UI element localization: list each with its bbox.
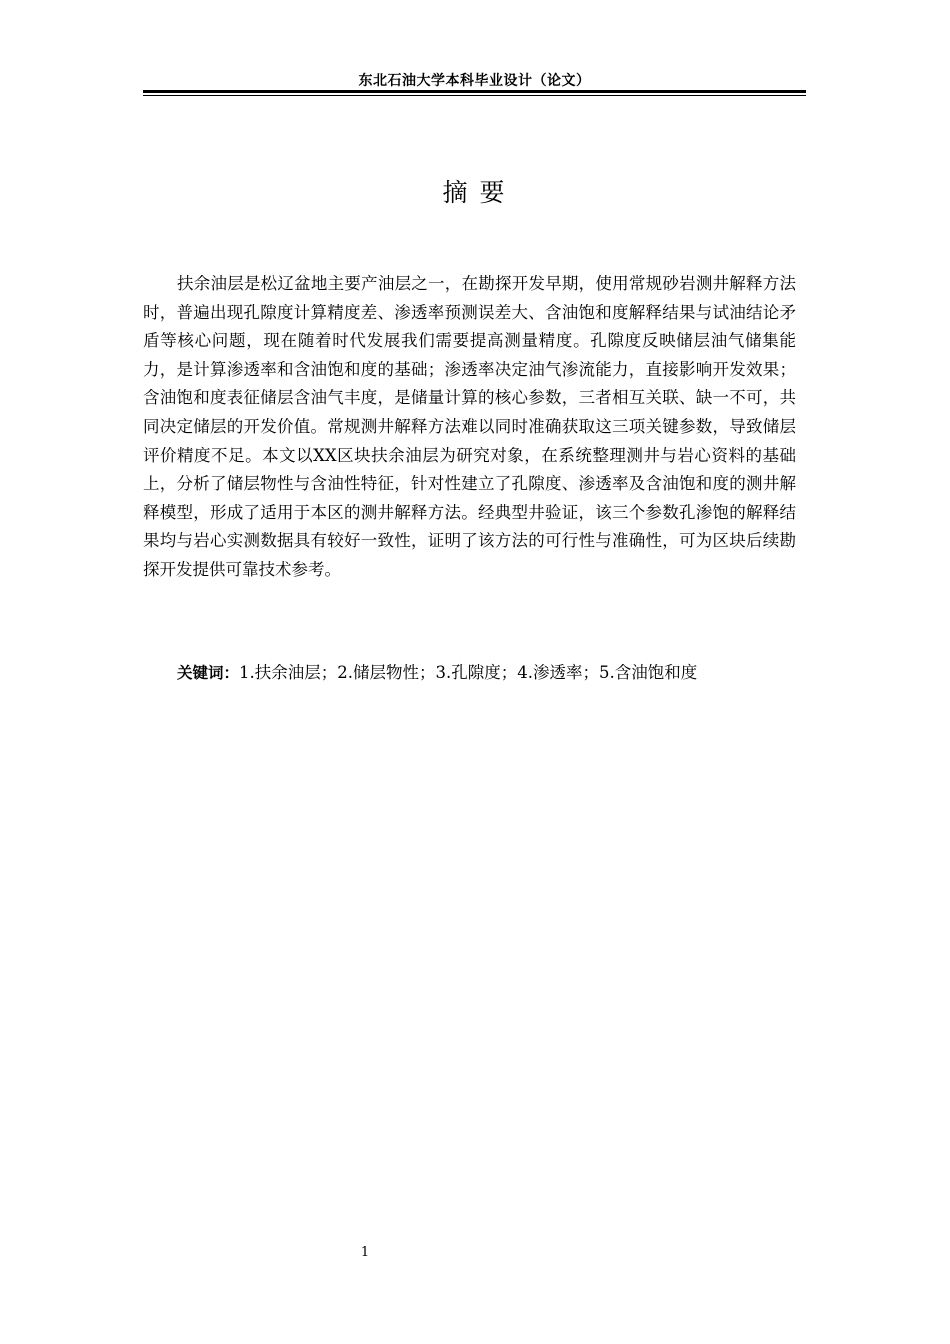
page-number: 1 [360, 1245, 370, 1260]
page-title: 摘 要 [442, 178, 507, 207]
keywords-line [177, 659, 817, 687]
abstract-paragraph: 扶余油层是松辽盆地主要产油层之一，在勘探开发早期，使用常规砂岩测井解释方法时，普遍出现孔隙度计算精度差、渗透率预测误差大、含油饱和度解释结果与试油结论矛盾等核心问题，现在随着时代发展我们需要提高测量精度。孔隙度反映储层油气储集能力，是计算渗透率和含油饱和度的基础；渗透率决定油气渗流能力，直接影响开发效果；含油饱和度表征储层含油气丰度，是储量计算的核心参数，三者相互关联、缺一不可，共同决定储层的开发价值。常规测井解释方法难以同时准确获取这三项关键参数，导致储层评价精度不足。本文以XX区块扶余油层为研究对象，在系统整理测井与岩心资料的基础上，分析了储层物性与含油性特征，针对性建立了孔隙度、渗透率及含油饱和度的测井解释模型，形成了适用于本区的测井解释方法。经典型井验证，该三个参数孔渗饱的解释结果均与岩心实测数据具有较好一致性，证明了该方法的可行性与准确性，可为区块后续勘探开发提供可靠技术参考。 [143, 274, 796, 579]
keywords-label: 关键词： [177, 664, 240, 682]
header-rule-thick [143, 90, 806, 93]
header-rule-thin [143, 95, 806, 96]
keywords-text: 1.扶余油层；2.储层物性；3.孔隙度；4.渗透率；5.含油饱和度 [239, 663, 698, 682]
running-header: 东北石油大学本科毕业设计（论文） [358, 73, 591, 89]
